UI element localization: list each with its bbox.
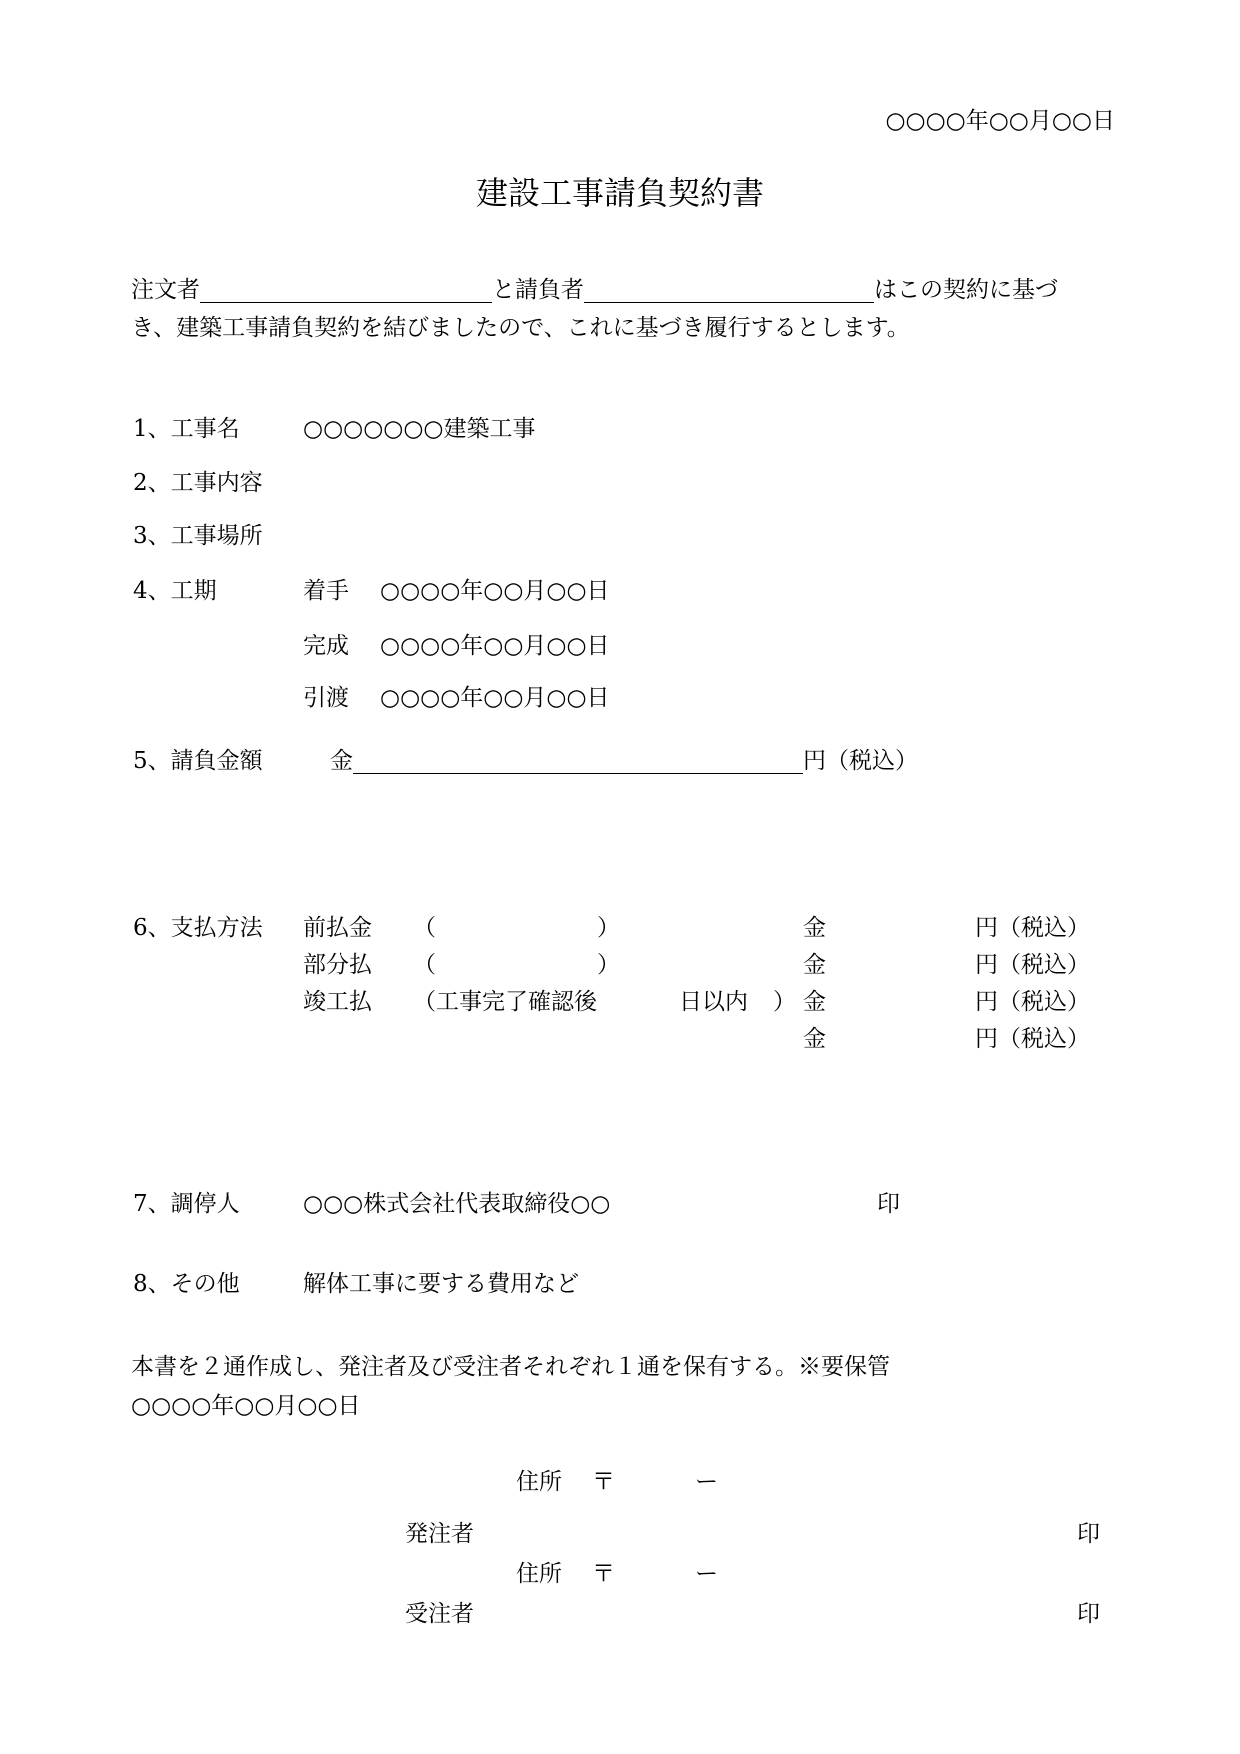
payment-days: 日以内: [679, 989, 748, 1015]
intro-line-2: き、建築工事請負契約を結びましたので、これに基づき履行するとします。: [131, 315, 910, 341]
closing-date: ○○○○年○○月○○日: [131, 1393, 361, 1419]
payment-yen: 円（税込）: [975, 952, 1090, 978]
payment-method: 前払金: [303, 915, 372, 941]
page-title: 建設工事請負契約書: [475, 174, 764, 212]
payment-kin: 金: [803, 915, 826, 941]
contractor-seal: 印: [1077, 1601, 1100, 1627]
party2-address-label: 住所: [516, 1561, 562, 1587]
payment-method: 竣工払: [303, 989, 372, 1015]
party1-address-label: 住所: [516, 1469, 562, 1495]
orderer-name-field[interactable]: [200, 279, 492, 303]
payment-paren-open: （: [413, 952, 436, 978]
period-complete-date: ○○○○年○○月○○日: [380, 633, 610, 659]
period-handover-date: ○○○○年○○月○○日: [380, 685, 610, 711]
item1-label: 1、工事名: [133, 416, 240, 442]
payment-paren-open: （工事完了確認後: [413, 989, 597, 1015]
payment-kin: 金: [803, 952, 826, 978]
item8-label: 8、その他: [133, 1271, 240, 1297]
contractor-name-field[interactable]: [584, 279, 874, 303]
item6-label: 6、支払方法: [133, 915, 263, 941]
payment-paren-close: ）: [773, 989, 796, 1015]
contract-amount-row: [330, 750, 918, 774]
item7-label: 7、調停人: [133, 1191, 240, 1217]
item2-label: 2、工事内容: [133, 470, 263, 496]
contract-date-top: ○○○○年○○月○○日: [885, 108, 1115, 134]
postal-dash: ー: [695, 1469, 718, 1495]
postal-dash: ー: [695, 1561, 718, 1587]
payment-paren-close: ）: [597, 915, 620, 941]
payment-paren-close: ）: [597, 952, 620, 978]
item3-label: 3、工事場所: [133, 523, 263, 549]
item1-value: ○○○○○○○建築工事: [303, 416, 536, 442]
payment-yen: 円（税込）: [975, 1026, 1090, 1052]
mediator-name: ○○○株式会社代表取締役○○: [303, 1191, 611, 1217]
contractor-label: と請負者: [492, 277, 584, 303]
period-complete-label: 完成: [303, 633, 349, 659]
orderer-seal: 印: [1077, 1521, 1100, 1547]
item4-label: 4、工期: [133, 578, 217, 604]
intro-line-1: [131, 279, 1058, 303]
item5-label: 5、請負金額: [133, 748, 263, 774]
period-handover-label: 引渡: [303, 685, 349, 711]
item8-value: 解体工事に要する費用など: [303, 1271, 579, 1297]
payment-kin: 金: [803, 989, 826, 1015]
period-start-label: 着手: [303, 578, 349, 604]
period-start-date: ○○○○年○○月○○日: [380, 578, 610, 604]
amount-kin: 金: [330, 748, 353, 774]
payment-yen: 円（税込）: [975, 989, 1090, 1015]
payment-paren-open: （: [413, 915, 436, 941]
orderer-role: 発注者: [405, 1521, 474, 1547]
contract-amount-field[interactable]: [353, 750, 803, 774]
payment-yen: 円（税込）: [975, 915, 1090, 941]
closing-statement: 本書を２通作成し、発注者及び受注者それぞれ１通を保有する。※要保管: [131, 1354, 890, 1380]
intro-line1-tail: はこの契約に基づ: [874, 277, 1058, 303]
amount-yen-tax: 円（税込）: [803, 748, 918, 774]
payment-method: 部分払: [303, 952, 372, 978]
orderer-label: 注文者: [131, 277, 200, 303]
contractor-role: 受注者: [405, 1601, 474, 1627]
postal-mark-icon: 〒: [592, 1561, 615, 1587]
mediator-seal: 印: [877, 1191, 900, 1217]
postal-mark-icon: 〒: [592, 1469, 615, 1495]
payment-kin: 金: [803, 1026, 826, 1052]
